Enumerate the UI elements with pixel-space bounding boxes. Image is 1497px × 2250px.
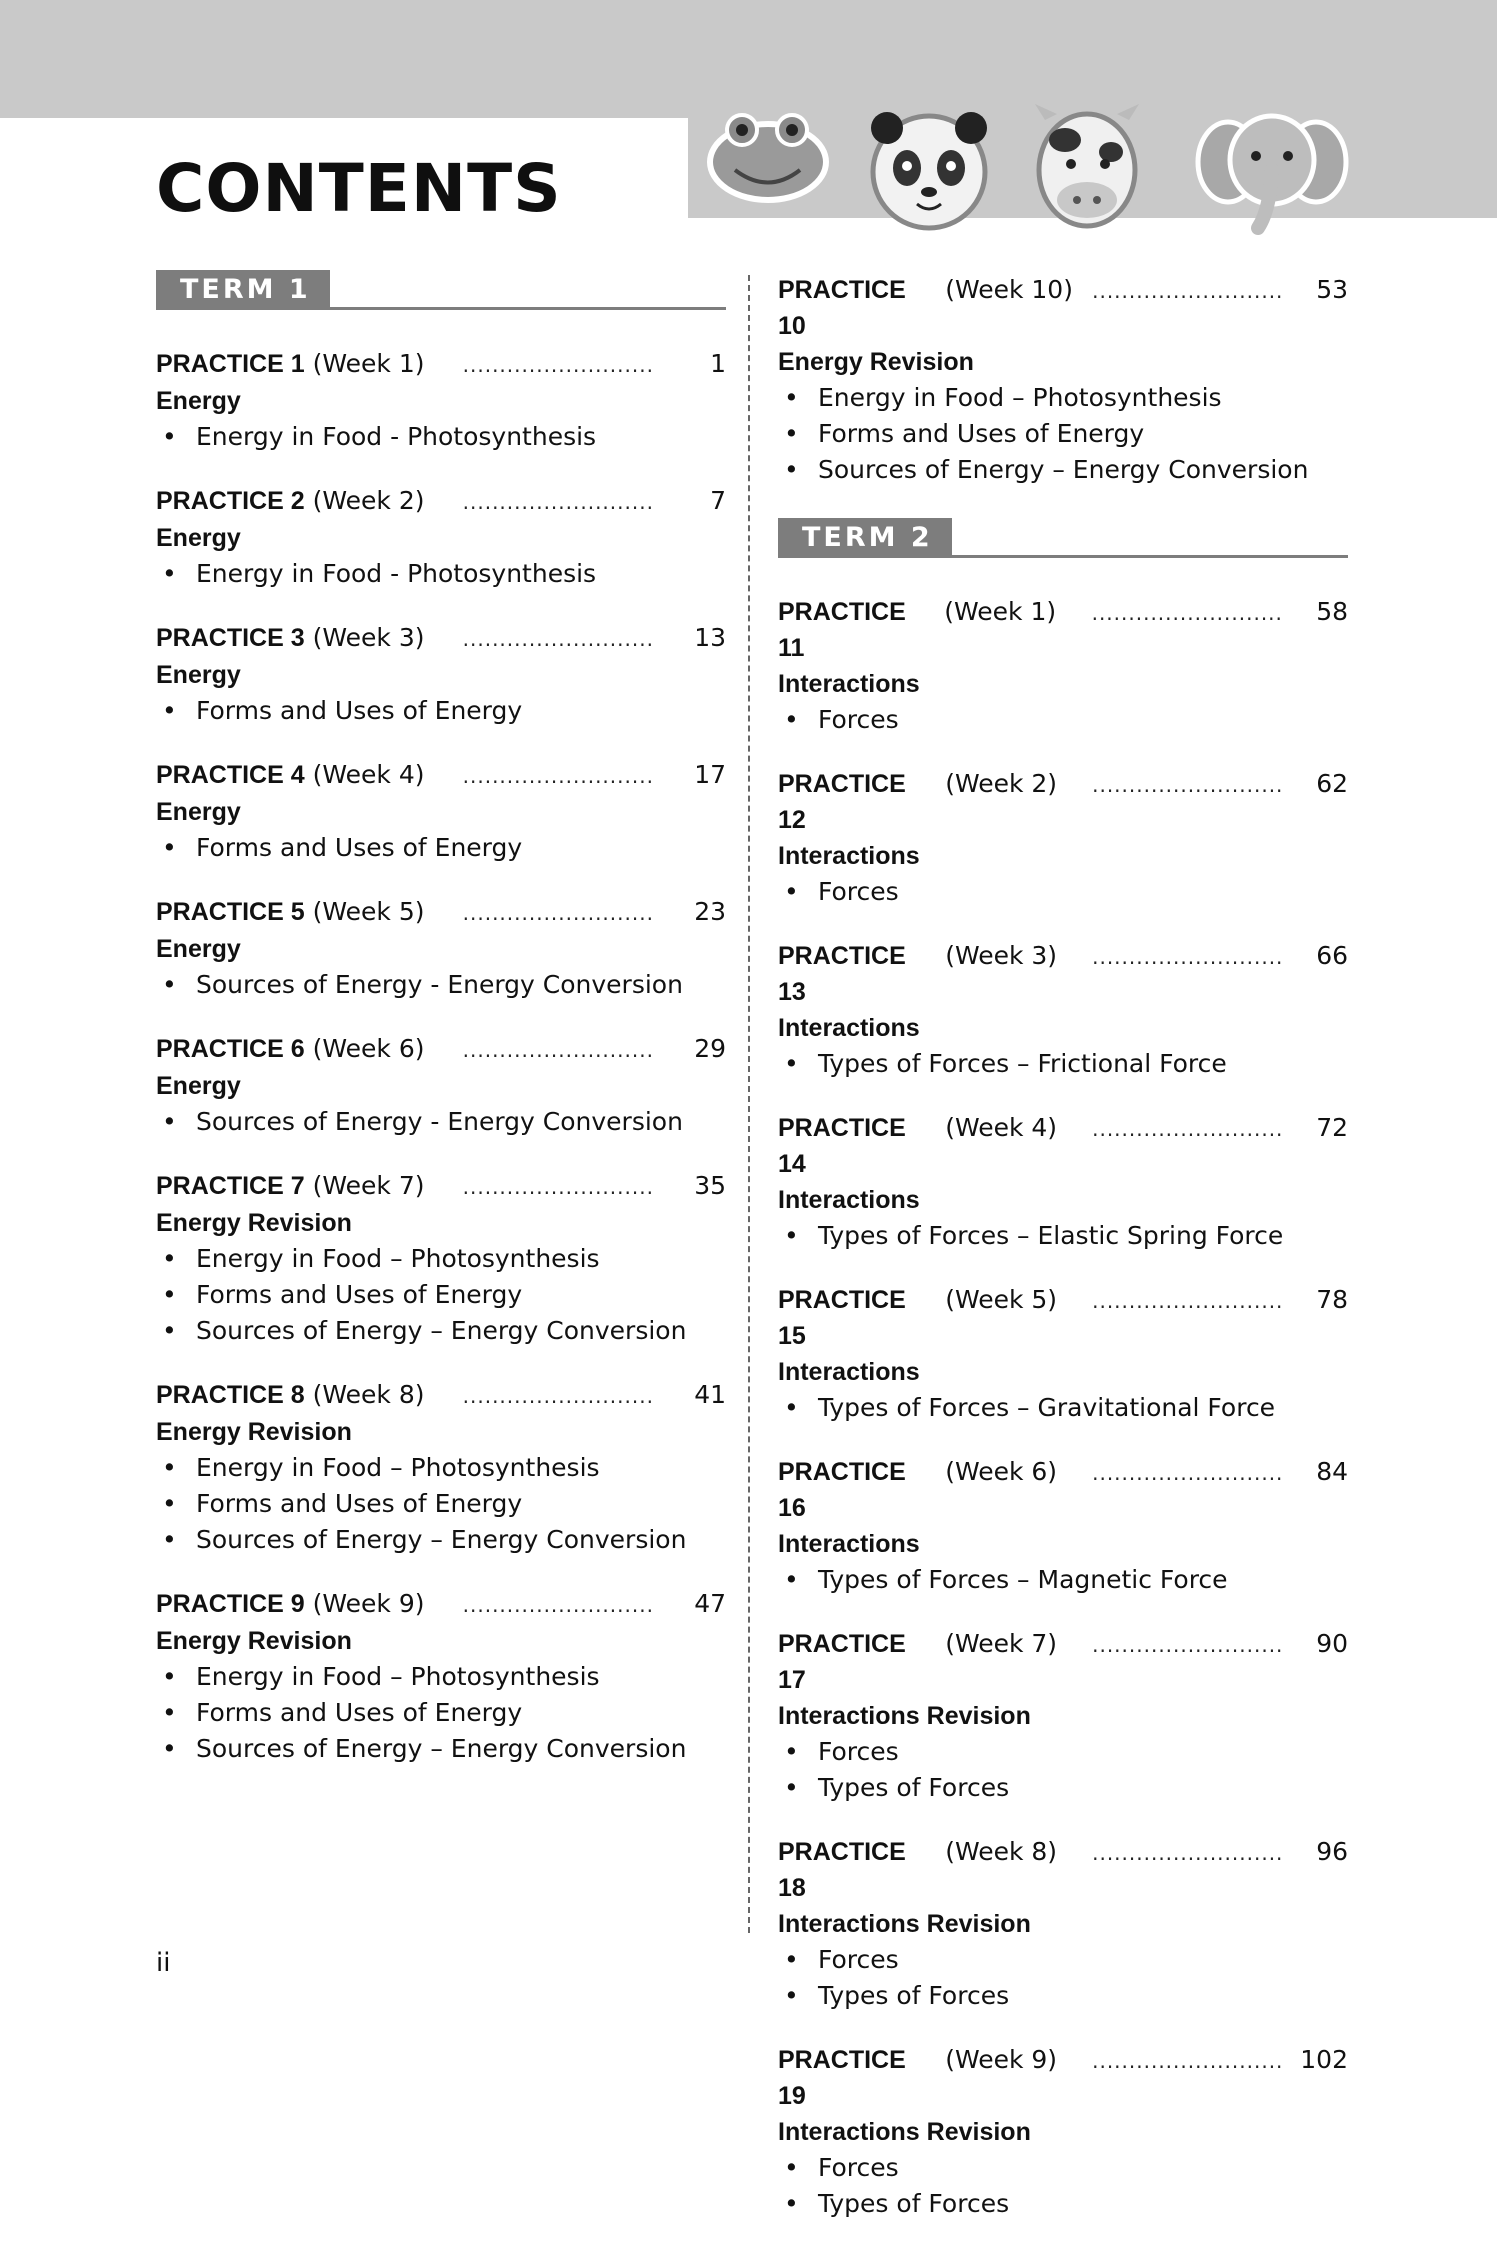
entry-head	[778, 272, 1348, 344]
practice-entry	[156, 1377, 726, 1558]
leader-dots: ..........................	[462, 901, 654, 925]
practice-entry	[778, 2042, 1348, 2222]
week-label: (Week 9)	[945, 2045, 1058, 2074]
page-number-ref: 62	[1316, 769, 1348, 798]
week-label: (Week 3)	[312, 623, 425, 652]
week-label: (Week 10)	[945, 275, 1073, 304]
frog-icon	[710, 115, 826, 200]
term-label: TERM 1	[156, 270, 330, 310]
leader-dots: ..........................	[1092, 1117, 1284, 1141]
bullet-item: • Types of Forces – Magnetic Force	[778, 1562, 1348, 1598]
animal-illustrations	[700, 100, 1360, 240]
week-label: (Week 7)	[312, 1171, 425, 1200]
page-number-ref: 1	[710, 349, 726, 378]
entry-head	[778, 594, 1348, 666]
bullet-item: • Forms and Uses of Energy	[156, 1486, 726, 1522]
bullet-item: • Sources of Energy – Energy Conversion	[156, 1731, 726, 1767]
practice-entry	[156, 757, 726, 866]
bullet-list	[156, 419, 726, 455]
practice-label: PRACTICE 8	[156, 1381, 305, 1409]
entry-head	[156, 894, 726, 931]
leader-dots: ..........................	[462, 353, 654, 377]
right-top-entry	[778, 272, 1348, 488]
leader-dots: ..........................	[462, 490, 654, 514]
practice-entry	[778, 1282, 1348, 1426]
term-rule	[952, 555, 1348, 558]
elephant-icon	[1198, 116, 1346, 228]
topic-label: Interactions	[778, 1358, 920, 1386]
week-label: (Week 6)	[945, 1457, 1058, 1486]
practice-entry	[778, 1110, 1348, 1254]
entry-head	[156, 757, 726, 794]
practice-label: PRACTICE 16	[778, 1458, 906, 1522]
practice-entry	[778, 1834, 1348, 2014]
entry-head	[156, 483, 726, 520]
topic-label: Energy	[156, 387, 241, 415]
bullet-list	[156, 693, 726, 729]
week-label: (Week 4)	[945, 1113, 1058, 1142]
left-entries	[156, 346, 726, 1767]
bullet-item: • Forces	[778, 702, 1348, 738]
topic-label: Energy	[156, 661, 241, 689]
bullet-list	[778, 1390, 1348, 1426]
leader-dots: ..........................	[1092, 1633, 1284, 1657]
practice-label: PRACTICE 11	[778, 598, 906, 662]
topic-label: Interactions	[778, 1186, 920, 1214]
page-title: CONTENTS	[156, 150, 562, 227]
page-number-ref: 13	[694, 623, 726, 652]
bullet-list	[156, 1450, 726, 1558]
bullet-item: • Sources of Energy – Energy Conversion	[778, 452, 1348, 488]
entry-head	[778, 1282, 1348, 1354]
bullet-list	[778, 1218, 1348, 1254]
topic-label: Energy Revision	[156, 1209, 352, 1237]
practice-label: PRACTICE 15	[778, 1286, 906, 1350]
bullet-list	[156, 830, 726, 866]
leader-dots: ..........................	[1092, 1289, 1284, 1313]
bullet-item: • Energy in Food – Photosynthesis	[156, 1241, 726, 1277]
leader-dots: ..........................	[1091, 601, 1283, 625]
page-number: ii	[156, 1948, 171, 1978]
page-number-ref: 84	[1316, 1457, 1348, 1486]
leader-dots: ..........................	[462, 764, 654, 788]
bullet-item: • Sources of Energy – Energy Conversion	[156, 1313, 726, 1349]
topic-label: Interactions	[778, 842, 920, 870]
week-label: (Week 2)	[945, 769, 1058, 798]
practice-label: PRACTICE 4	[156, 761, 305, 789]
bullet-item: • Sources of Energy - Energy Conversion	[156, 1104, 726, 1140]
week-label: (Week 9)	[312, 1589, 425, 1618]
page-number-ref: 66	[1316, 941, 1348, 970]
week-label: (Week 1)	[944, 597, 1057, 626]
topic-label: Interactions Revision	[778, 1702, 1031, 1730]
practice-label: PRACTICE 7	[156, 1172, 305, 1200]
practice-label: PRACTICE 17	[778, 1630, 906, 1694]
topic-label: Energy	[156, 935, 241, 963]
practice-label: PRACTICE 13	[778, 942, 906, 1006]
leader-dots: ..........................	[462, 1038, 654, 1062]
page-number-ref: 96	[1316, 1837, 1348, 1866]
bullet-item: • Energy in Food – Photosynthesis	[156, 1659, 726, 1695]
topic-label: Interactions	[778, 1530, 920, 1558]
week-label: (Week 1)	[312, 349, 425, 378]
practice-label: PRACTICE 18	[778, 1838, 906, 1902]
panda-icon	[871, 112, 987, 228]
term-2-header	[778, 518, 1348, 558]
practice-entry	[778, 594, 1348, 738]
term-label: TERM 2	[778, 518, 952, 558]
leader-dots: ..........................	[1092, 945, 1284, 969]
bullet-item: • Types of Forces – Gravitational Force	[778, 1390, 1348, 1426]
practice-entry	[778, 272, 1348, 488]
bullet-item: • Forms and Uses of Energy	[156, 830, 726, 866]
practice-entry	[778, 938, 1348, 1082]
entry-head	[156, 1168, 726, 1205]
bullet-item: • Forces	[778, 1734, 1348, 1770]
entry-head	[778, 2042, 1348, 2114]
page-number-ref: 7	[710, 486, 726, 515]
week-label: (Week 5)	[312, 897, 425, 926]
right-entries	[778, 594, 1348, 2222]
practice-label: PRACTICE 9	[156, 1590, 305, 1618]
entry-head	[778, 1626, 1348, 1698]
practice-entry	[156, 346, 726, 455]
bullet-item: • Energy in Food - Photosynthesis	[156, 419, 726, 455]
right-column	[778, 272, 1348, 2250]
bullet-item: • Types of Forces	[778, 1978, 1348, 2014]
week-label: (Week 3)	[945, 941, 1058, 970]
bullet-list	[778, 702, 1348, 738]
bullet-item: • Forms and Uses of Energy	[156, 1695, 726, 1731]
entry-head	[778, 1454, 1348, 1526]
page-number-ref: 90	[1316, 1629, 1348, 1658]
bullet-item: • Energy in Food - Photosynthesis	[156, 556, 726, 592]
bullet-item: • Energy in Food – Photosynthesis	[778, 380, 1348, 416]
page-number-ref: 72	[1316, 1113, 1348, 1142]
bullet-item: • Types of Forces – Frictional Force	[778, 1046, 1348, 1082]
topic-label: Interactions	[778, 670, 920, 698]
topic-label: Energy Revision	[778, 348, 974, 376]
practice-entry	[778, 1454, 1348, 1598]
bullet-item: • Sources of Energy - Energy Conversion	[156, 967, 726, 1003]
page-number-ref: 58	[1316, 597, 1348, 626]
bullet-list	[778, 1734, 1348, 1806]
practice-label: PRACTICE 5	[156, 898, 305, 926]
bullet-item: • Types of Forces	[778, 2186, 1348, 2222]
bullet-list	[778, 1942, 1348, 2014]
week-label: (Week 8)	[945, 1837, 1058, 1866]
entry-head	[778, 766, 1348, 838]
week-label: (Week 4)	[312, 760, 425, 789]
bullet-item: • Types of Forces	[778, 1770, 1348, 1806]
practice-entry	[156, 1586, 726, 1767]
bullet-list	[778, 2150, 1348, 2222]
term-rule	[330, 307, 726, 310]
topic-label: Interactions Revision	[778, 1910, 1031, 1938]
entry-head	[778, 938, 1348, 1010]
bullet-item: • Forces	[778, 1942, 1348, 1978]
page-number-ref: 35	[694, 1171, 726, 1200]
bullet-item: • Forms and Uses of Energy	[778, 416, 1348, 452]
bullet-item: • Sources of Energy – Energy Conversion	[156, 1522, 726, 1558]
bullet-list	[778, 874, 1348, 910]
entry-head	[778, 1834, 1348, 1906]
topic-label: Interactions Revision	[778, 2118, 1031, 2146]
leader-dots: ..........................	[462, 1384, 654, 1408]
left-column	[156, 270, 726, 1795]
practice-label: PRACTICE 6	[156, 1035, 305, 1063]
page-number-ref: 78	[1316, 1285, 1348, 1314]
term-1-header	[156, 270, 726, 310]
topic-label: Interactions	[778, 1014, 920, 1042]
bullet-item: • Types of Forces – Elastic Spring Force	[778, 1218, 1348, 1254]
bullet-list	[156, 1241, 726, 1349]
practice-entry	[156, 1031, 726, 1140]
entry-head	[778, 1110, 1348, 1182]
entry-head	[156, 346, 726, 383]
practice-entry	[778, 1626, 1348, 1806]
page-number-ref: 102	[1300, 2045, 1348, 2074]
leader-dots: ..........................	[1092, 773, 1284, 797]
practice-label: PRACTICE 2	[156, 487, 305, 515]
practice-label: PRACTICE 19	[778, 2046, 906, 2110]
practice-label: PRACTICE 12	[778, 770, 906, 834]
page-number-ref: 29	[694, 1034, 726, 1063]
bullet-list	[778, 1562, 1348, 1598]
practice-label: PRACTICE 10	[778, 276, 906, 340]
bullet-list	[156, 1104, 726, 1140]
entry-head	[156, 1031, 726, 1068]
week-label: (Week 7)	[945, 1629, 1058, 1658]
practice-label: PRACTICE 3	[156, 624, 305, 652]
practice-entry	[156, 1168, 726, 1349]
leader-dots: ..........................	[462, 1175, 654, 1199]
leader-dots: ..........................	[1092, 2049, 1284, 2073]
practice-entry	[156, 620, 726, 729]
topic-label: Energy	[156, 524, 241, 552]
practice-entry	[156, 894, 726, 1003]
week-label: (Week 5)	[945, 1285, 1058, 1314]
column-divider	[748, 275, 750, 1933]
bullet-list	[156, 967, 726, 1003]
page-number-ref: 17	[694, 760, 726, 789]
leader-dots: ..........................	[462, 627, 654, 651]
practice-label: PRACTICE 1	[156, 350, 305, 378]
entry-head	[156, 620, 726, 657]
leader-dots: ..........................	[1092, 1461, 1284, 1485]
leader-dots: ..........................	[1092, 279, 1284, 303]
week-label: (Week 2)	[312, 486, 425, 515]
week-label: (Week 6)	[312, 1034, 425, 1063]
page-number-ref: 41	[694, 1380, 726, 1409]
practice-label: PRACTICE 14	[778, 1114, 906, 1178]
bullet-item: • Forms and Uses of Energy	[156, 693, 726, 729]
bullet-list	[778, 1046, 1348, 1082]
leader-dots: ..........................	[462, 1593, 654, 1617]
bullet-list	[156, 1659, 726, 1767]
bullet-item: • Forces	[778, 2150, 1348, 2186]
page-number-ref: 47	[694, 1589, 726, 1618]
leader-dots: ..........................	[1092, 1841, 1284, 1865]
page-number-ref: 23	[694, 897, 726, 926]
bullet-list	[778, 380, 1348, 488]
topic-label: Energy	[156, 798, 241, 826]
week-label: (Week 8)	[312, 1380, 425, 1409]
entry-head	[156, 1377, 726, 1414]
practice-entry	[778, 766, 1348, 910]
bullet-list	[156, 556, 726, 592]
page-number-ref: 53	[1316, 275, 1348, 304]
bullet-item: • Forms and Uses of Energy	[156, 1277, 726, 1313]
bullet-item: • Energy in Food – Photosynthesis	[156, 1450, 726, 1486]
bullet-item: • Forces	[778, 874, 1348, 910]
practice-entry	[156, 483, 726, 592]
topic-label: Energy Revision	[156, 1627, 352, 1655]
cow-icon	[1035, 104, 1139, 226]
topic-label: Energy Revision	[156, 1418, 352, 1446]
entry-head	[156, 1586, 726, 1623]
topic-label: Energy	[156, 1072, 241, 1100]
